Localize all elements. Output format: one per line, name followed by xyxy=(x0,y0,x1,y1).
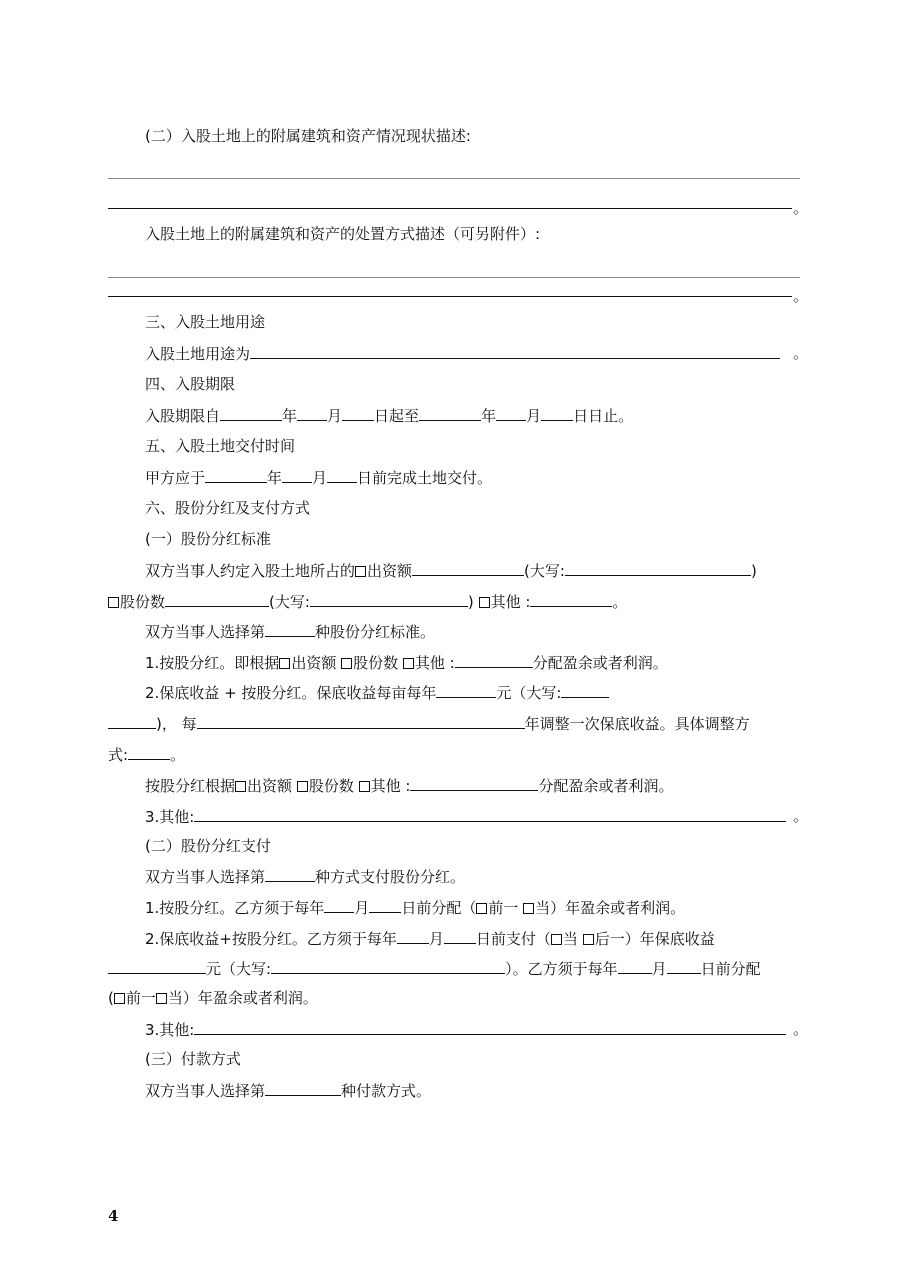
checkbox[interactable] xyxy=(551,934,562,945)
section-heading: 三、入股土地用途 xyxy=(145,313,266,331)
section-heading: (二）入股土地上的附属建筑和资产情况现状描述: xyxy=(145,127,471,145)
amount-blank[interactable] xyxy=(436,682,496,698)
option-2-line: 2.保底收益 + 按股分红。保底收益每亩每年 元（大写: xyxy=(145,682,609,702)
payment-option-3: 3.其他: xyxy=(145,1019,786,1039)
checkbox[interactable] xyxy=(108,597,119,608)
page-number: 4 xyxy=(108,1207,119,1225)
choice-line: 双方当事人选择第 种股份分红标准。 xyxy=(145,623,436,641)
day-blank[interactable] xyxy=(342,405,374,421)
choice-line: 双方当事人选择第 种方式支付股份分红。 xyxy=(145,868,466,886)
option-1-line: 1.按股分红。即根据 出资额 股份数 其他 : 分配盈余或者利润。 xyxy=(145,654,668,672)
option-3-line: 3.其他: xyxy=(145,806,786,826)
end-mark: 。 xyxy=(793,344,809,362)
checkbox[interactable] xyxy=(297,781,308,792)
dividend-basis-line: 按股分红根据 出资额 股份数 其他 : 分配盈余或者利润。 xyxy=(145,777,674,795)
section-heading: 五、入股土地交付时间 xyxy=(145,437,296,455)
checkbox[interactable] xyxy=(235,781,246,792)
subsection-heading: (二）股份分红支付 xyxy=(145,837,271,855)
day-blank[interactable] xyxy=(369,897,401,913)
end-mark: 。 xyxy=(793,287,809,305)
term-line: 入股期限自 年 月 日起至 年 月 日日止。 xyxy=(145,407,634,425)
amount-blank[interactable] xyxy=(412,560,524,576)
checkbox[interactable] xyxy=(479,597,490,608)
other-blank[interactable] xyxy=(194,806,786,822)
checkbox[interactable] xyxy=(156,993,167,1004)
amount-blank[interactable] xyxy=(108,958,206,974)
payment-option-2-cont: ( 前一 当）年盈余或者利润。 xyxy=(108,989,318,1007)
option-2-line-cont: 式: 。 xyxy=(108,746,186,764)
year-blank[interactable] xyxy=(205,467,267,483)
payment-option-2: 2.保底收益+按股分红。乙方须于每年 月 日前支付（ 当 后一）年保底收益 xyxy=(145,930,715,948)
checkbox[interactable] xyxy=(476,903,487,914)
end-mark: 。 xyxy=(793,807,809,825)
end-mark: 。 xyxy=(793,199,809,217)
fill-line[interactable] xyxy=(108,296,792,297)
day-blank[interactable] xyxy=(327,467,357,483)
choice-blank[interactable] xyxy=(265,866,315,882)
adjust-period-blank[interactable] xyxy=(197,713,525,729)
delivery-line: 甲方应于 年 月 日前完成土地交付。 xyxy=(145,469,493,487)
checkbox[interactable] xyxy=(523,903,534,914)
amount-uppercase-blank[interactable] xyxy=(108,713,156,729)
year-blank[interactable] xyxy=(419,405,481,421)
checkbox[interactable] xyxy=(114,993,125,1004)
land-use-line: 入股土地用途为 xyxy=(145,343,780,363)
land-use-blank[interactable] xyxy=(250,343,780,359)
year-blank[interactable] xyxy=(220,405,282,421)
section-heading: 六、股份分红及支付方式 xyxy=(145,499,311,517)
checkbox[interactable] xyxy=(583,934,594,945)
choice-blank[interactable] xyxy=(265,1080,341,1096)
checkbox[interactable] xyxy=(279,658,290,669)
fill-line[interactable] xyxy=(108,208,792,209)
amount-uppercase-blank[interactable] xyxy=(565,560,751,576)
amount-uppercase-blank[interactable] xyxy=(271,958,505,974)
subsection-heading: (一）股份分红标准 xyxy=(145,530,271,548)
checkbox[interactable] xyxy=(355,566,366,577)
fill-line[interactable] xyxy=(108,277,800,278)
adjust-method-blank[interactable] xyxy=(128,744,170,760)
shares-blank[interactable] xyxy=(165,591,269,607)
section-heading: 四、入股期限 xyxy=(145,375,236,393)
other-blank[interactable] xyxy=(530,591,612,607)
day-blank[interactable] xyxy=(444,928,476,944)
section-heading: 入股土地上的附属建筑和资产的处置方式描述（可另附件）: xyxy=(145,225,541,243)
subsection-heading: (三）付款方式 xyxy=(145,1050,241,1068)
month-blank[interactable] xyxy=(297,405,327,421)
month-blank[interactable] xyxy=(282,467,312,483)
end-mark: 。 xyxy=(793,1020,809,1038)
checkbox[interactable] xyxy=(403,658,414,669)
standard-line-2: 股份数 (大写: ) 其他 : 。 xyxy=(108,591,627,611)
payment-option-1: 1.按股分红。乙方须于每年 月 日前分配（ 前一 当）年盈余或者利润。 xyxy=(145,899,686,917)
month-blank[interactable] xyxy=(324,897,354,913)
option-2-line-cont: )， 每 年调整一次保底收益。具体调整方 xyxy=(108,713,750,733)
month-blank[interactable] xyxy=(618,958,652,974)
month-blank[interactable] xyxy=(397,928,429,944)
standard-line-1: 双方当事人约定入股土地所占的 出资额 (大写: ) xyxy=(145,562,757,580)
other-blank[interactable] xyxy=(410,775,538,791)
checkbox[interactable] xyxy=(341,658,352,669)
payment-option-2-cont: 元（大写: ）。乙方须于每年 月 日前分配 xyxy=(108,958,761,978)
day-blank[interactable] xyxy=(667,958,701,974)
month-blank[interactable] xyxy=(496,405,526,421)
amount-uppercase-blank[interactable] xyxy=(561,682,609,698)
choice-blank[interactable] xyxy=(265,621,315,637)
shares-uppercase-blank[interactable] xyxy=(310,591,468,607)
choice-line: 双方当事人选择第 种付款方式。 xyxy=(145,1082,432,1100)
other-blank[interactable] xyxy=(455,652,533,668)
other-blank[interactable] xyxy=(194,1019,786,1035)
fill-line[interactable] xyxy=(108,178,800,179)
checkbox[interactable] xyxy=(359,781,370,792)
day-blank[interactable] xyxy=(541,405,573,421)
